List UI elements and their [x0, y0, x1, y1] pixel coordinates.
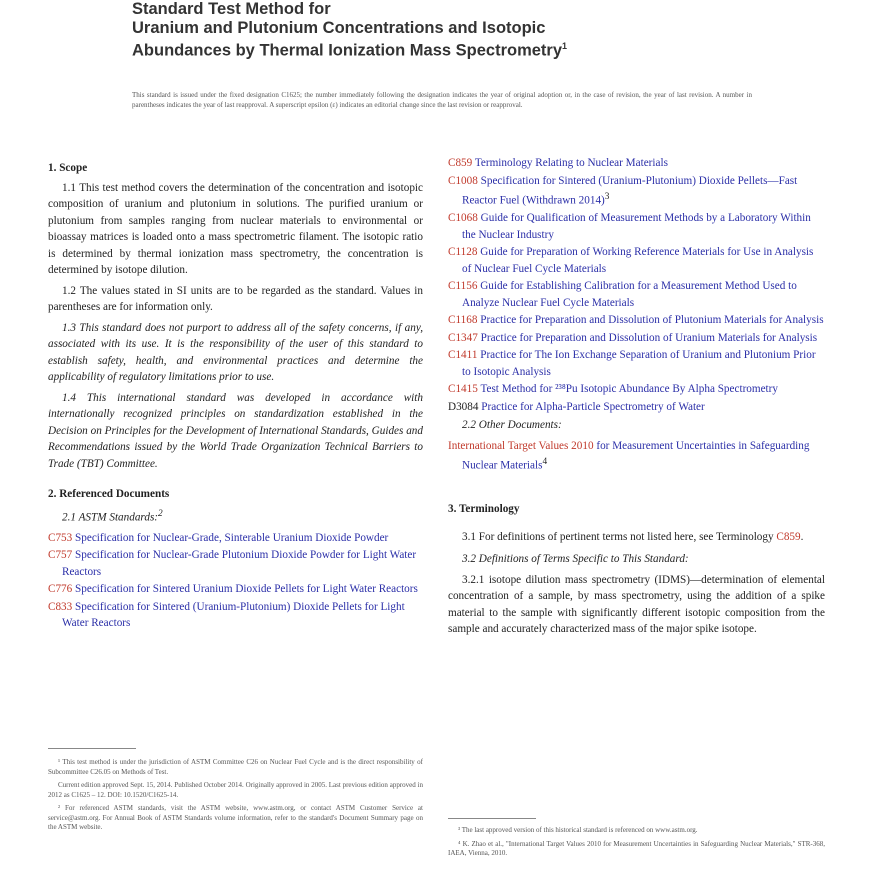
reference-title: Practice for Alpha-Particle Spectrometry of Water — [481, 400, 705, 413]
reference-title: Practice for Preparation and Dissolution of Uranium Materials for Analysis — [480, 331, 818, 344]
reference-code: C1411 — [448, 349, 481, 362]
reference-code: D3084 — [448, 400, 482, 413]
reference-code: C1156 — [448, 280, 481, 293]
reference-code: C1168 — [448, 314, 481, 327]
other-documents-label: 2.2 Other Documents: — [462, 419, 562, 432]
reference-item-c833[interactable] — [48, 599, 423, 632]
scope-heading: 1. Scope — [48, 162, 88, 174]
para-1-2: 1.2 The values stated in SI units are to be regarded as the standard. Values in parentheses are for information only. — [48, 284, 423, 313]
reference-title: Terminology Relating to Nuclear Materials — [474, 157, 668, 169]
footnote-rule-left — [48, 748, 136, 749]
title-line-1: Standard Test Method for — [132, 0, 331, 18]
reference-title: Specification for Nuclear-Grade, Sinterable Uranium Dioxide Powder — [75, 531, 389, 544]
para-1-3: 1.3 This standard does not purport to address all of the safety concerns, if any, associated with its use. It is the responsibility of the user of this standard to establish safety, health, and environmental practices and determine the applicability of regulatory limitations prior to use. — [48, 321, 423, 383]
para-1-4: 1.4 This international standard was developed in accordance with internationally recognized principles on standardization established in the Decision on Principles for the Development of International Standards, Guides and Recommendations issued by the World Trade Organization Technical Barriers to Trade (TBT) Committee. — [48, 391, 423, 470]
reference-title: Specification for Sintered (Uranium-Plutonium) Dioxide Pellets for Light Water Reactors — [62, 600, 405, 630]
reference-item-c1008[interactable] — [448, 173, 825, 210]
footnote-4: ⁴ K. Zhao et al., "International Target Values 2010 for Measurement Uncertainties in Safeguarding Nuclear Materials," STR-368, IAEA, Vienna, 2010. — [448, 839, 825, 857]
reference-code: C1347 — [448, 331, 481, 344]
reference-title: Test Method for ²³⁸Pu Isotopic Abundance By Alpha Spectrometry — [480, 383, 778, 396]
reference-title: Guide for Establishing Calibration for a Measurement Method Used to Analyze Nuclear Fuel Cycle Materials — [462, 280, 797, 309]
footnote-3: ³ The last approved version of this historical standard is referenced on www.astm.org. — [458, 826, 698, 834]
footnote-2: ² For referenced ASTM standards, visit the ASTM website, www.astm.org, or contact ASTM Customer Service at service@astm.org. For Annual Book of ASTM Standards volume information, refer to the standard's Document Summary page on the ASTM website. — [48, 804, 423, 831]
footnote-1: ¹ This test method is under the jurisdiction of ASTM Committee C26 on Nuclear Fuel Cycle and is the direct responsibility of Subcommittee C26.05 on Methods of Test. — [48, 758, 423, 776]
reference-item-c1347[interactable] — [448, 330, 825, 347]
reference-item-c1415[interactable] — [448, 381, 825, 398]
reference-title: Specification for Sintered (Uranium-Plutonium) Dioxide Pellets—Fast Reactor Fuel (Withdrawn 2014) — [462, 174, 798, 207]
reference-code: C859 — [448, 157, 475, 169]
footnote-1b: Current edition approved Sept. 15, 2014. Published October 2014. Originally approved in 2005. Last previous edition approved in 2012 as C1625 – 12. DOI: 10.1520/C1625-14. — [48, 781, 423, 799]
title-line-2: Uranium and Plutonium Concentrations and Isotopic — [132, 18, 546, 37]
para-3-2: 3.2 Definitions of Terms Specific to This Standard: — [462, 553, 689, 566]
para-1-1: 1.1 This test method covers the determination of the concentration and isotopic composition of uranium and plutonium in solutions. The purified uranium or plutonium from samples ranging from nuclear materials to environmental or bioassay matrices is loaded onto a mass spectrometric filament. The isotopic ratio is determined by thermal ionization mass spectrometry, the concentration is determined by isotope dilution. — [48, 181, 423, 276]
terminology-heading: 3. Terminology — [448, 503, 520, 516]
reference-title: Practice for Preparation and Dissolution of Plutonium Materials for Analysis — [480, 314, 824, 327]
reference-code: C776 — [48, 583, 76, 596]
astm-standards-label: 2.1 ASTM Standards:$^2$ — [62, 508, 163, 524]
issuance-note: This standard is issued under the fixed designation C1625; the number immediately following the designation indicates the year of original adoption or, in the case of revision, the year of last revision. A number in parentheses indicates the year of last reapproval. A superscript epsilon (ε) indicates an editorial change since the last revision or reapproval. — [132, 91, 752, 109]
reference-item-c1128[interactable] — [448, 244, 825, 277]
other-document-sup: 4 — [542, 457, 548, 468]
reference-title: Guide for Preparation of Working Reference Materials for Use in Analysis of Nuclear Fuel Cycle Materials — [462, 246, 814, 275]
reference-item-d3084[interactable] — [448, 399, 825, 416]
reference-title: Practice for The Ion Exchange Separation of Uranium and Plutonium Prior to Isotopic Analysis — [462, 349, 816, 378]
other-document-code: International Target Values 2010 — [448, 439, 594, 452]
reference-sup: 3 — [604, 192, 610, 202]
title-line-3: Abundances by Thermal Ionization Mass Spectrometry$^1$ — [132, 41, 568, 60]
reference-item-c1411[interactable] — [448, 347, 825, 380]
footnotes-right — [448, 826, 825, 863]
terminology-link[interactable]: C859 — [776, 530, 801, 543]
para-3-1: 3.1 For definitions of pertinent terms not listed here, see Terminology C859. — [462, 530, 804, 543]
reference-code: C833 — [48, 600, 76, 613]
reference-title: Specification for Nuclear-Grade Plutonium Dioxide Powder for Light Water Reactors — [62, 549, 417, 578]
reference-code: C1128 — [448, 246, 481, 259]
reference-item-c757[interactable] — [48, 547, 423, 580]
reference-code: C1068 — [448, 212, 481, 225]
reference-code: C1415 — [448, 383, 481, 396]
reference-title: Specification for Sintered Uranium Dioxide Pellets for Light Water Reactors — [75, 583, 418, 596]
left-column — [48, 160, 423, 633]
reference-item-c1168[interactable] — [448, 312, 825, 329]
referenced-heading: 2. Referenced Documents — [48, 488, 170, 500]
other-document-item[interactable] — [448, 438, 825, 475]
reference-item-c776[interactable] — [48, 581, 423, 598]
astm-standards-sup: 2 — [158, 508, 163, 519]
footnote-rule-right — [448, 818, 536, 819]
document-title — [132, 0, 752, 60]
reference-code: C1008 — [448, 174, 481, 187]
reference-item-c1068[interactable] — [448, 210, 825, 243]
reference-code: C757 — [48, 549, 76, 562]
title-footnote-mark: 1 — [562, 41, 568, 51]
para-3-2-1: 3.2.1 isotope dilution mass spectrometry (IDMS)—determination of elemental concentration of a sample, by mass spectrometry, using the addition of a spike material to the sample with significantly different isotopic composition from the sample and accurately characterized mass of the major spike isotope. — [448, 573, 825, 636]
right-column — [448, 155, 825, 642]
footnotes-left — [48, 758, 423, 837]
other-document-title: for Measurement Uncertainties in Safeguarding Nuclear Materials — [462, 439, 810, 472]
reference-item-c753[interactable] — [48, 530, 423, 547]
reference-title: Guide for Qualification of Measurement Methods by a Laboratory Within the Nuclear Industry — [462, 212, 811, 241]
reference-item-c859[interactable] — [448, 155, 825, 172]
reference-code: C753 — [48, 531, 76, 544]
reference-item-c1156[interactable] — [448, 278, 825, 311]
